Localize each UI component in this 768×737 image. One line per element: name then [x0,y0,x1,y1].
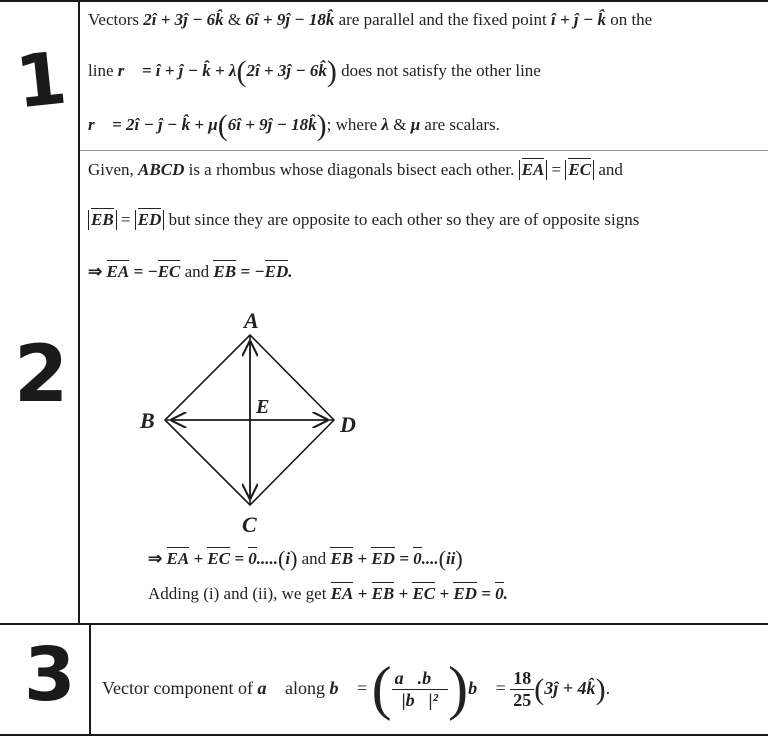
vertex-label-b: B [140,408,155,433]
row1-line2: line r⃗ = î + ĵ − k̂ + λ(2î + 3ĵ − 6k̂) does not satisfy the other line [88,55,541,88]
row2-line5: Adding (i) and (ii), we get EA + EB + EC + ED = 0. [148,584,508,603]
row-number-1: 1 [11,35,71,125]
vertex-label-d: D [340,412,356,437]
row-number-3: 3 [24,632,76,718]
rhombus-outline [165,335,334,505]
column-divider-top [78,0,80,623]
row1-line1: Vectors 2î + 3ĵ − 6k̂ & 6î + 9ĵ − 18k̂ are parallel and the fixed point î + ĵ − k̂ on the [88,10,653,29]
vertex-label-c: C [242,512,257,537]
row2-line2: EB = ED but since they are opposite to each other so they are of opposite signs [88,210,639,230]
row3-line1: Vector component of a⃗ along b⃗ = ( $\frac{a⃗.b⃗}{\text{|b⃗|²}}$ )b⃗ = $\frac{18}{25}$ (3ĵ + 4k̂). [102,655,611,721]
row-divider-1-2 [78,150,768,151]
table-bottom-border [0,734,768,736]
center-label-e: E [256,396,270,418]
row1-line3: r⃗ = 2î − ĵ − k̂ + μ(6î + 9ĵ − 18k̂); where λ & μ are scalars. [88,109,500,142]
column-divider-bottom [89,623,91,735]
row-number-2: 2 [14,330,69,420]
vertex-label-a: A [244,308,259,333]
row2-line1: Given, ABCD is a rhombus whose diagonals bisect each other. EA = EC and [88,160,623,179]
row2-line3: ⇒ EA = −EC and EB = −ED. [88,262,293,281]
row-divider-2-3 [0,623,768,625]
row1-top-border [0,0,768,2]
row2-line4: ⇒ EA + EC = 0.....(i) and EB + ED = 0....(ii) [148,546,463,571]
